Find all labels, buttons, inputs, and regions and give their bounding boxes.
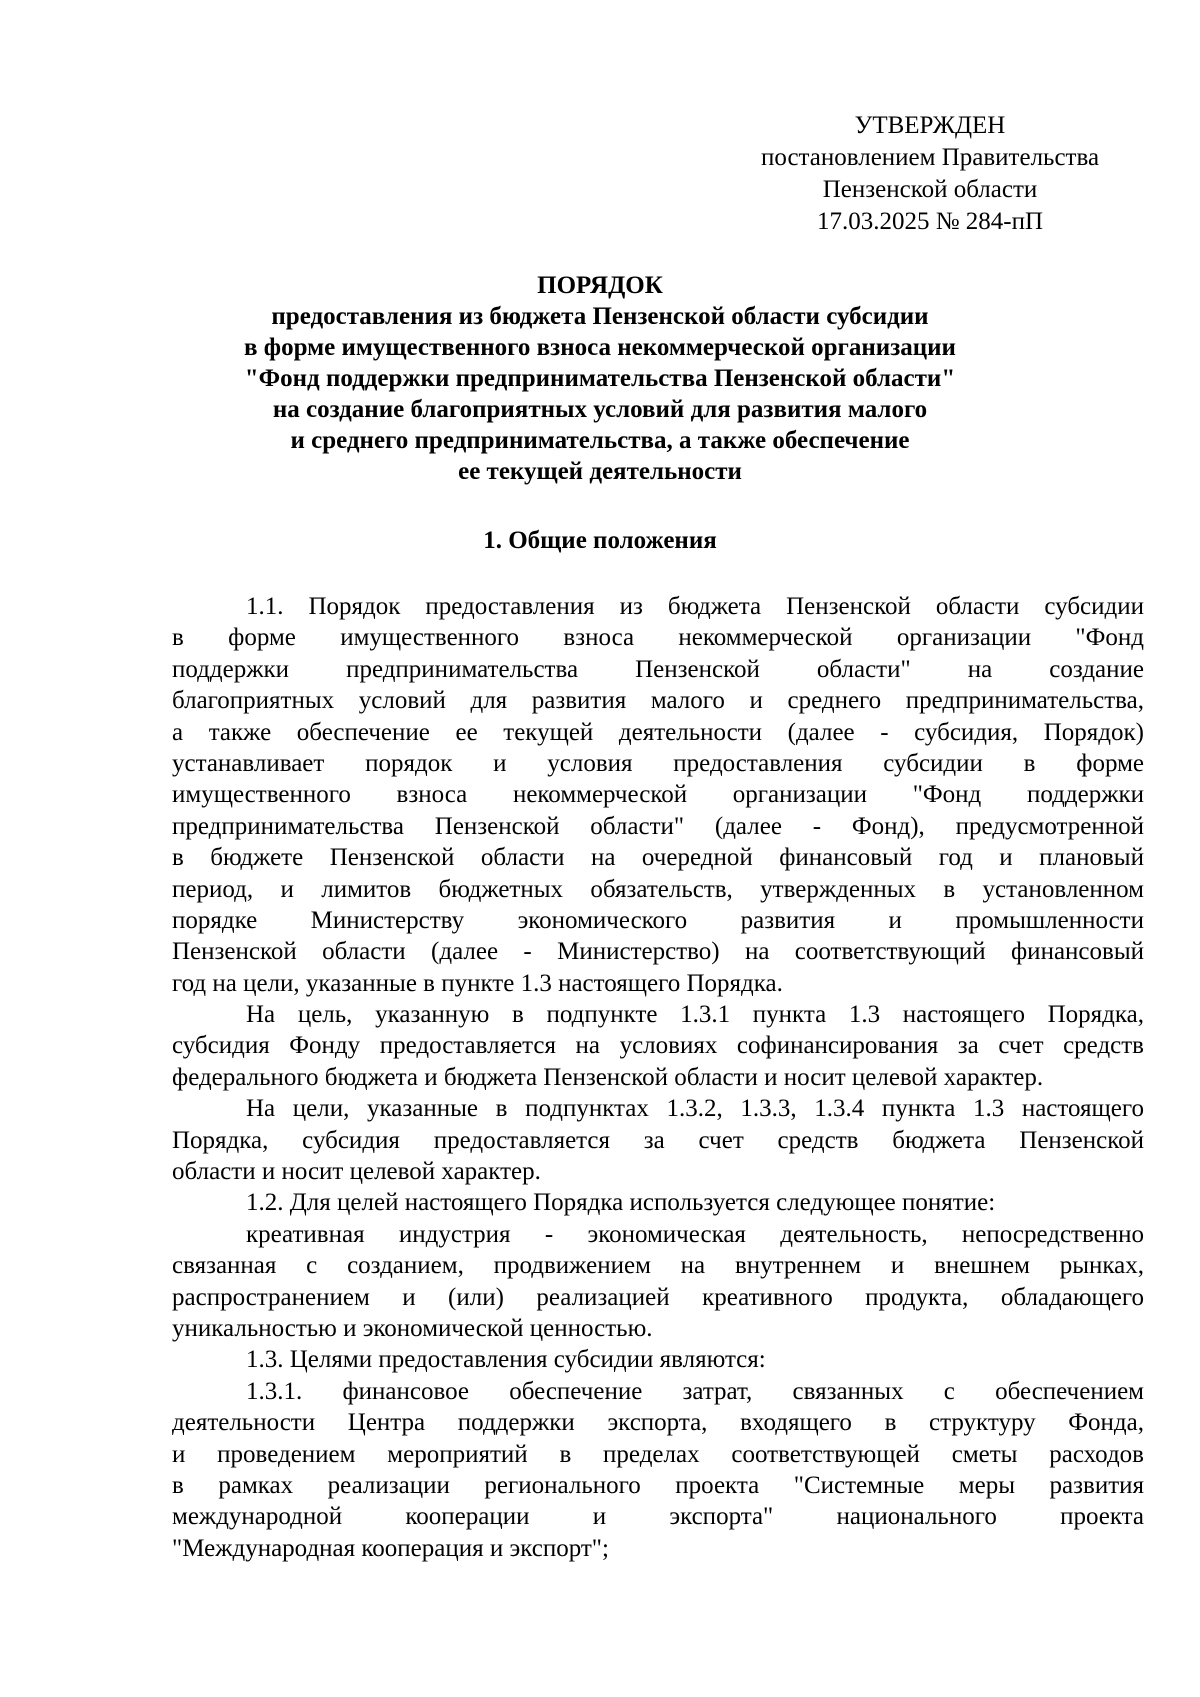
- title-line: "Фонд поддержки предпринимательства Пензенской области": [244, 365, 956, 392]
- body-line: благоприятных условий для развития малого и среднего предпринимательства,: [172, 687, 1144, 715]
- body-line: уникальностью и экономической ценностью.: [172, 1314, 653, 1342]
- title-heading: ПОРЯДОК: [537, 272, 663, 299]
- body-line: и проведением мероприятий в пределах соответствующей сметы расходов: [172, 1440, 1144, 1468]
- body-line: Пензенской области (далее - Министерство) на соответствующий финансовый: [172, 938, 1144, 966]
- title-line: ее текущей деятельности: [458, 458, 742, 485]
- body-line: области и носит целевой характер.: [172, 1158, 541, 1186]
- body-line: а также обеспечение ее текущей деятельности (далее - субсидия, Порядок): [172, 718, 1144, 746]
- approval-date-number: 17.03.2025 № 284-пП: [816, 208, 1044, 235]
- document-title: [160, 270, 1040, 487]
- approval-stamp: [700, 110, 1160, 238]
- body-line: "Международная кооперация и экспорт";: [172, 1534, 609, 1562]
- body-line: предпринимательства Пензенской области" (далее - Фонд), предусмотренной: [172, 812, 1144, 840]
- body-line: 1.2. Для целей настоящего Порядка используется следующее понятие:: [246, 1189, 996, 1217]
- document-body: [172, 591, 1144, 1564]
- body-line: На цели, указанные в подпунктах 1.3.2, 1.3.3, 1.3.4 пункта 1.3 настоящего: [246, 1095, 1144, 1123]
- body-line: год на цели, указанные в пункте 1.3 настоящего Порядка.: [172, 969, 783, 997]
- body-line: деятельности Центра поддержки экспорта, входящего в структуру Фонда,: [172, 1409, 1144, 1437]
- body-line: распространением и (или) реализацией креативного продукта, обладающего: [172, 1283, 1144, 1311]
- body-line: порядке Министерству экономического развития и промышленности: [172, 906, 1144, 934]
- body-line: имущественного взноса некоммерческой организации "Фонд поддержки: [172, 781, 1144, 809]
- body-line: субсидия Фонду предоставляется на условиях софинансирования за счет средств: [172, 1032, 1144, 1060]
- body-line: в бюджете Пензенской области на очередной финансовый год и плановый: [172, 844, 1144, 872]
- body-line: поддержки предпринимательства Пензенской области" на создание: [172, 655, 1144, 683]
- body-line: в рамках реализации регионального проекта "Системные меры развития: [172, 1471, 1144, 1499]
- body-line: в форме имущественного взноса некоммерческой организации "Фонд: [172, 624, 1144, 652]
- body-line: международной кооперации и экспорта" национального проекта: [172, 1503, 1144, 1531]
- body-line: 1.3.1. финансовое обеспечение затрат, связанных с обеспечением: [246, 1377, 1144, 1405]
- body-line: устанавливает порядок и условия предоставления субсидии в форме: [172, 749, 1144, 777]
- body-line: связанная с созданием, продвижением на внутреннем и внешнем рынках,: [172, 1252, 1144, 1280]
- title-line: предоставления из бюджета Пензенской области субсидии: [271, 303, 929, 330]
- section-heading: 1. Общие положения: [483, 527, 717, 554]
- body-line: период, и лимитов бюджетных обязательств, утвержденных в установленном: [172, 875, 1144, 903]
- body-line: 1.3. Целями предоставления субсидии являются:: [246, 1346, 766, 1374]
- title-line: на создание благоприятных условий для развития малого: [272, 396, 928, 423]
- approval-line: Пензенской области: [822, 176, 1038, 203]
- title-line: в форме имущественного взноса некоммерческой организации: [244, 334, 956, 361]
- body-line: Порядка, субсидия предоставляется за счет средств бюджета Пензенской: [172, 1126, 1144, 1154]
- body-line: креативная индустрия - экономическая деятельность, непосредственно: [246, 1220, 1144, 1248]
- title-line: и среднего предпринимательства, а также обеспечение: [290, 427, 910, 454]
- body-line: 1.1. Порядок предоставления из бюджета Пензенской области субсидии: [246, 593, 1144, 620]
- body-line: На цель, указанную в подпункте 1.3.1 пункта 1.3 настоящего Порядка,: [246, 1001, 1144, 1029]
- approval-line: постановлением Правительства: [760, 144, 1100, 171]
- body-line: федерального бюджета и бюджета Пензенской области и носит целевой характер.: [172, 1063, 1044, 1091]
- approval-heading: УТВЕРЖДЕН: [854, 112, 1006, 139]
